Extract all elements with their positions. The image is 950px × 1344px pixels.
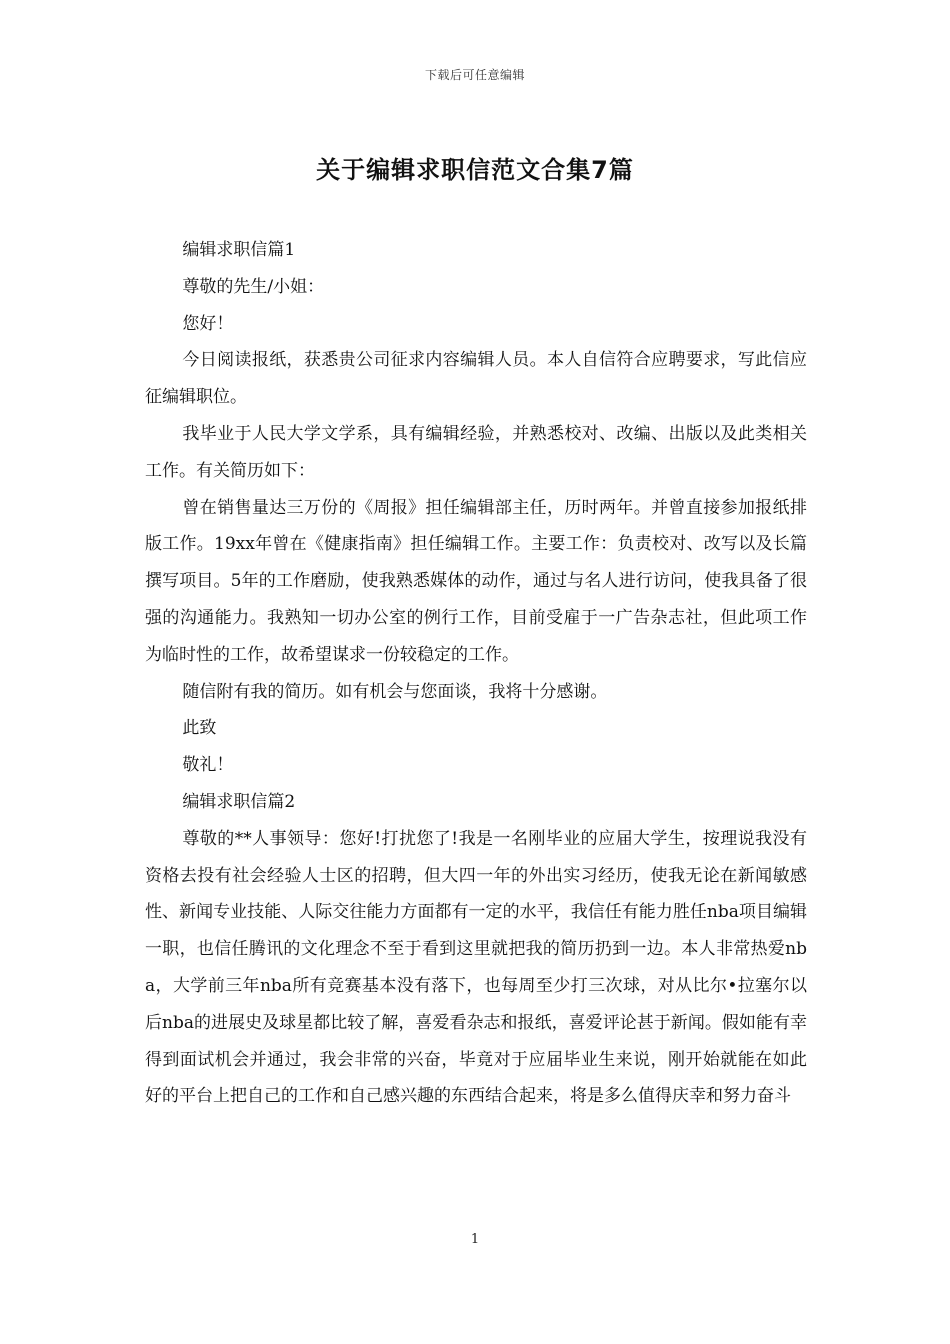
salutation: 尊敬的先生/小姐： [182,276,325,297]
body-paragraph: 随信附有我的简历。如有机会与您面谈，我将十分感谢。 [182,681,608,702]
document-title: 关于编辑求职信范文合集7篇 [316,156,634,184]
page-number: 1 [470,1232,480,1247]
section-heading-2: 编辑求职信篇2 [182,791,296,812]
body-paragraph: 曾在销售量达三万份的《周报》担任编辑部主任，历时两年。并曾直接参加报纸排版工作。19xx年曾在《健康指南》担任编辑工作。主要工作：负责校对、改写以及长篇撰写项目。5年的工作磨励，使我熟悉媒体的动作，通过与名人进行访问，使我具备了很强的沟通能力。我熟知一切办公室的例行工作，目前受雇于一广告杂志社，但此项工作为临时性的工作，故希望谋求一份较稳定的工作。 [145,497,807,665]
body-paragraph: 今日阅读报纸，获悉贵公司征求内容编辑人员。本人自信符合应聘要求，写此信应征编辑职位。 [145,350,807,408]
closing-line: 此致 [182,718,217,739]
section-heading-1: 编辑求职信篇1 [182,240,296,260]
body-paragraph: 尊敬的**人事领导：您好!打扰您了!我是一名刚毕业的应届大学生，按理说我没有资格去投有社会经验人士区的招聘，但大四一年的外出实习经历，使我无论在新闻敏感性、新闻专业技能、人际交往能力方面都有一定的水平，我信任有能力胜任nba项目编辑一职，也信任腾讯的文化理念不至于看到这里就把我的简历扔到一边。本人非常热爱nba，大学前三年nba所有竞赛基本没有落下，也每周至少打三次球，对从比尔•拉塞尔以后nba的进展史及球星都比较了解，喜爱看杂志和报纸，喜爱评论甚于新闻。假如能有幸得到面试机会并通过，我会非常的兴奋，毕竟对于应届毕业生来说，刚开始就能在如此好的平台上把自己的工作和自己感兴趣的东西结合起来，将是多么值得庆幸和努力奋斗 [145,828,807,1107]
body-paragraph: 我毕业于人民大学文学系，具有编辑经验，并熟悉校对、改编、出版以及此类相关工作。有关简历如下： [145,423,807,481]
document-body [145,232,807,1115]
greeting: 您好！ [182,313,234,334]
page-header: 下载后可任意编辑 [424,68,525,82]
closing-line: 敬礼！ [182,755,234,776]
